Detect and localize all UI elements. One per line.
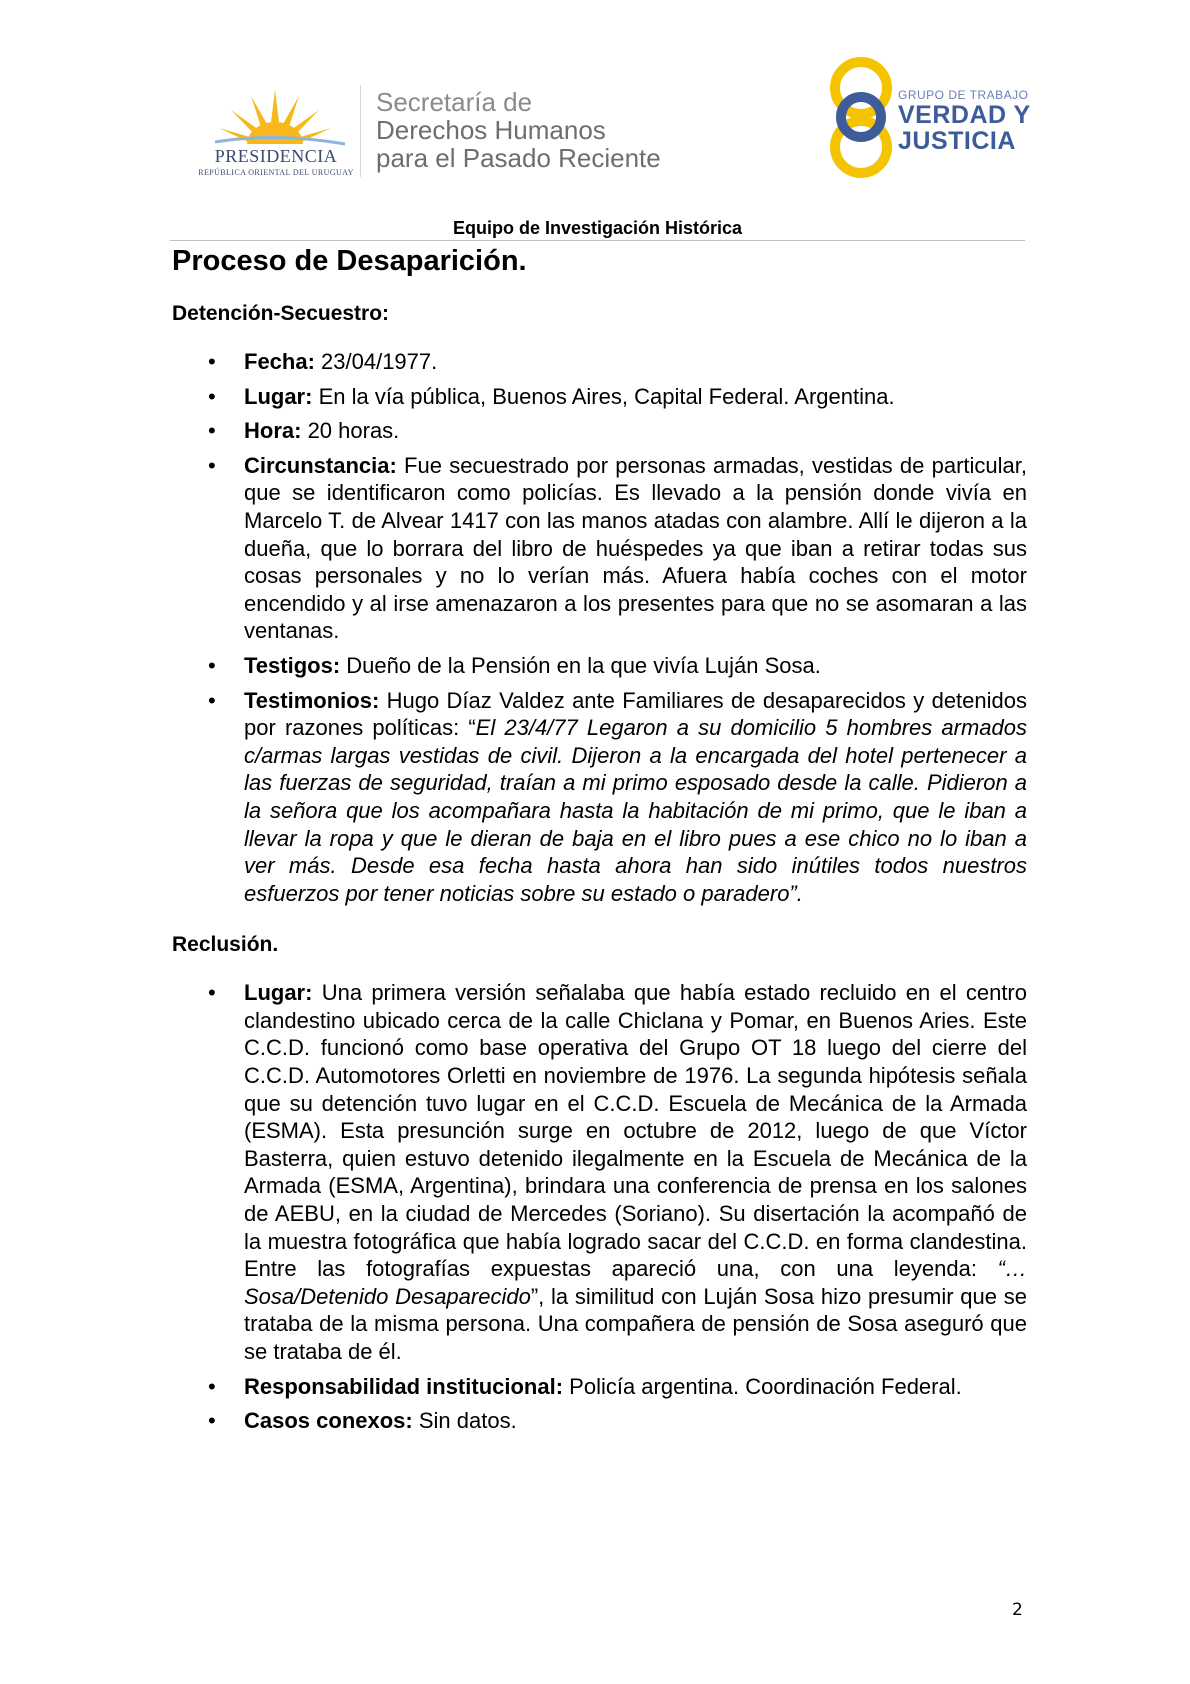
item-label: Casos conexos: (244, 1408, 413, 1434)
secretaria-line-3: para el Pasado Reciente (376, 143, 661, 173)
detencion-list (172, 348, 1027, 907)
secretaria-line-2: Derechos Humanos (376, 115, 606, 145)
bullet: • (208, 418, 216, 444)
list-item (172, 348, 1027, 376)
item-text: En la vía pública, Buenos Aires, Capital Federal. Argentina. (312, 383, 895, 409)
item-label: Lugar: (244, 980, 313, 1006)
header-rule (170, 240, 1025, 241)
leyenda-quote: “… Sosa/Detenido Desaparecido (244, 1256, 1027, 1309)
bullet: • (208, 980, 216, 1006)
item-text: Policía argentina. Coordinación Federal. (563, 1373, 962, 1399)
team-title: Equipo de Investigación Histórica (452, 218, 743, 238)
list-item-lugar-reclusion (172, 979, 1027, 1365)
item-label: Testimonios: (244, 687, 380, 713)
bullet: • (208, 687, 216, 713)
item-text: 20 horas. (301, 418, 400, 444)
presidencia-subtitle: REPÚBLICA ORIENTAL DEL URUGUAY (198, 168, 354, 177)
item-text: Hugo Díaz Valdez ante Familiares de desaparecidos y detenidos por razones políticas: “ (244, 687, 1027, 741)
item-label: Circunstancia: (244, 452, 397, 478)
item-label: Lugar: (244, 383, 313, 409)
item-text: Dueño de la Pensión en la que vivía Luján Sosa. (340, 652, 821, 678)
bullet: • (208, 1408, 216, 1434)
list-item-casos (172, 1407, 1027, 1435)
item-text: Fue secuestrado por personas armadas, vestidas de particular, que se identificaron como policías. Es llevado a la pensión donde vivía en Marcelo T. de Alvear 1417 con las manos atadas con alambre. Allí le dijeron a la dueña, que lo borrara del libro de huéspedes ya que iban a retirar todas sus cosas personales y no lo verían más. Afuera había coches con el motor encendido y al irse amenazaron a los presentes para que no se asomaran a las ventanas. (244, 452, 1027, 644)
item-label: Hora: (244, 418, 302, 444)
list-item (172, 452, 1027, 645)
bullet: • (208, 1373, 216, 1399)
gtvj-line-2: JUSTICIA (898, 127, 1016, 155)
gtvj-line-1: VERDAD Y (898, 101, 1031, 129)
presidencia-wordmark (196, 146, 356, 177)
presidencia-title: PRESIDENCIA (214, 146, 338, 166)
verdad-justicia-rings-logo (820, 55, 902, 180)
item-label: Fecha: (244, 349, 315, 374)
item-text: Una primera versión señalaba que había estado recluido en el centro clandestino ubicado cerca de la calle Chiclana y Pomar, en Buenos Aries. Este C.C.D. funcionó como base operativa del Grupo OT 18 luego del cierre del C.C.D. Automotores Orletti en noviembre de 1976. La segunda hipótesis señala que su detención tuvo lugar en el C.C.D. Escuela de Mecánica de la Armada (ESMA). Esta presunción surge en octubre de 2012, luego de que Víctor Basterra, quien estuvo detenido ilegalmente en la Escuela de Mecánica de la Armada (ESMA, Argentina), brindara una conferencia de prensa en los salones de AEBU, en la ciudad de Mercedes (Soriano). Su disertación la acompañó de la muestra fotográfica que había logrado sacar del C.C.D. en forma clandestina. Entre las fotografías expuestas apareció una, con una leyenda: (244, 980, 1027, 1282)
section-heading-detencion: Detención-Secuestro: (172, 302, 390, 325)
page-header (0, 0, 1190, 200)
list-item (172, 417, 1027, 445)
item-text: Sin datos. (412, 1408, 517, 1434)
page-title: Proceso de Desaparición. (172, 245, 527, 277)
item-label: Testigos: (244, 652, 341, 678)
list-item-responsabilidad (172, 1373, 1027, 1401)
section-heading-reclusion: Reclusión. (172, 933, 279, 957)
verdad-justicia-wordmark (898, 88, 1031, 154)
page-number: 2 (1012, 1600, 1023, 1620)
bullet: • (208, 383, 216, 409)
secretaria-line-1: Secretaría de (376, 87, 533, 117)
bullet: • (208, 349, 216, 374)
list-item (172, 383, 1027, 411)
bullet: • (208, 452, 216, 478)
bullet: • (208, 652, 216, 678)
list-item (172, 652, 1027, 680)
header-divider (360, 85, 361, 177)
item-label: Responsabilidad institucional: (244, 1373, 564, 1399)
testimonio-quote: El 23/4/77 Legaron a su domicilio 5 hombres armados c/armas largas vestidas de civil. Dijeron a la encargada del hotel pertenecer a las fuerzas de seguridad, traían a mi primo esposado desde la calle. Pidieron a la señora que los acompañara hasta la habitación de mi primo, que le iban a llevar la ropa y que le dieran de baja en el libro pues a ese chico no lo iban a ver más. Desde esa fecha hasta ahora han sido inútiles todos nuestros esfuerzos por tener noticias sobre su estado o paradero”. (244, 715, 1028, 906)
item-text: 23/04/1977. (314, 349, 438, 374)
list-item-testimonios (172, 687, 1027, 908)
document-body (172, 242, 1027, 1435)
secretaria-wordmark (376, 88, 661, 172)
item-text-tail: ”, la similitud con Luján Sosa hizo presumir que se trataba de la misma persona. Una compañera de pensión de Sosa aseguró que se trataba de él. (244, 1283, 1027, 1364)
reclusion-list (172, 979, 1027, 1435)
gtvj-small: GRUPO DE TRABAJO (898, 88, 1029, 102)
